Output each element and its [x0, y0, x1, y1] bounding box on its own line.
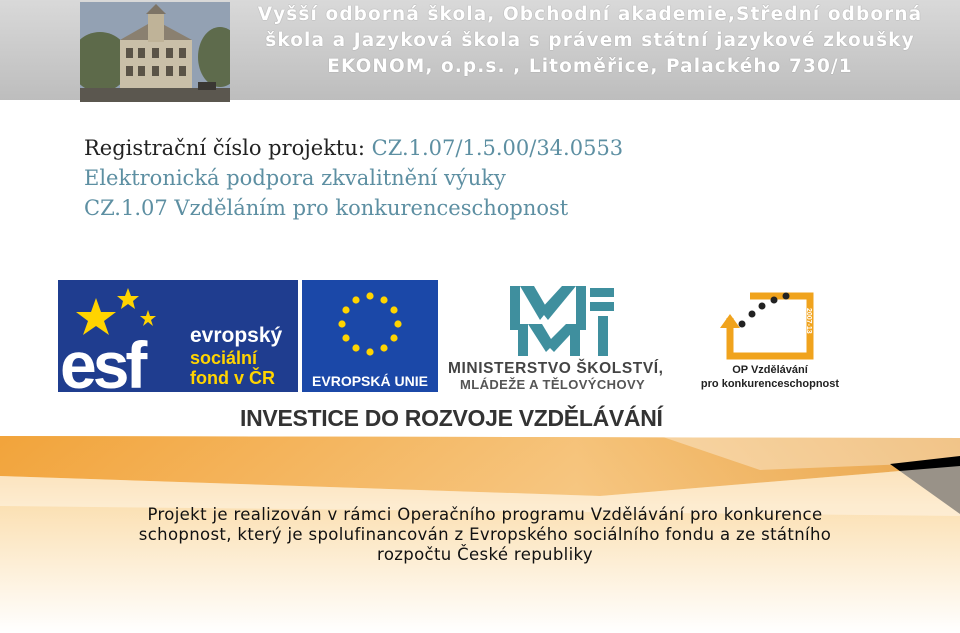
school-name-line-3: EKONOM, o.p.s. , Litoměřice, Palackého 730/1	[327, 56, 853, 77]
esf-logo	[58, 280, 298, 392]
msmt-logo	[448, 280, 688, 392]
school-name	[240, 2, 940, 80]
registration-label: Registrační číslo projektu:	[84, 136, 365, 160]
msmt-monogram-icon	[510, 286, 614, 356]
program-name: CZ.1.07 Vzděláním pro konkurenceschopnost	[84, 196, 569, 220]
svg-text:esf: esf	[60, 328, 144, 392]
footer-line-1: Projekt je realizován v rámci Operačního programu Vzdělávání pro konkurence	[147, 505, 823, 524]
esf-line-3: fond v ČR	[190, 368, 275, 388]
school-name-line-2: škola a Jazyková škola s právem státní jazykové zkoušky	[265, 30, 915, 51]
esf-line-2: sociální	[190, 348, 258, 368]
op-line-1: OP Vzdělávání	[732, 364, 808, 376]
op-line-2: pro konkurenceschopnost	[700, 378, 840, 390]
school-name-line-1: Vyšší odborná škola, Obchodní akademie,Střední odborná	[257, 4, 923, 25]
op-year: 2007-13	[805, 308, 812, 334]
footer-statement	[100, 505, 870, 565]
investment-slogan: INVESTICE DO ROZVOJE VZDĚLÁVÁNÍ	[240, 405, 663, 431]
project-title: Elektronická podpora zkvalitnění výuky	[84, 166, 506, 190]
msmt-line-2: MLÁDEŽE A TĚLOVÝCHOVY	[460, 377, 646, 392]
msmt-line-1: MINISTERSTVO ŠKOLSTVÍ,	[448, 360, 664, 377]
school-building-photo	[80, 2, 230, 102]
footer-line-2: schopnost, který je spolufinancován z Evropského sociálního fondu a ze státního	[138, 525, 832, 544]
registration-number-line	[84, 133, 623, 163]
footer-line-3: rozpočtu České republiky	[377, 545, 593, 564]
eu-logo	[302, 280, 438, 392]
op-logo	[690, 278, 850, 394]
project-info	[84, 133, 623, 223]
logo-strip	[0, 278, 960, 438]
school-building-image	[80, 2, 230, 102]
esf-line-1: evropský	[190, 324, 283, 347]
registration-value: CZ.1.07/1.5.00/34.0553	[371, 136, 624, 160]
eu-label: EVROPSKÁ UNIE	[312, 373, 428, 389]
